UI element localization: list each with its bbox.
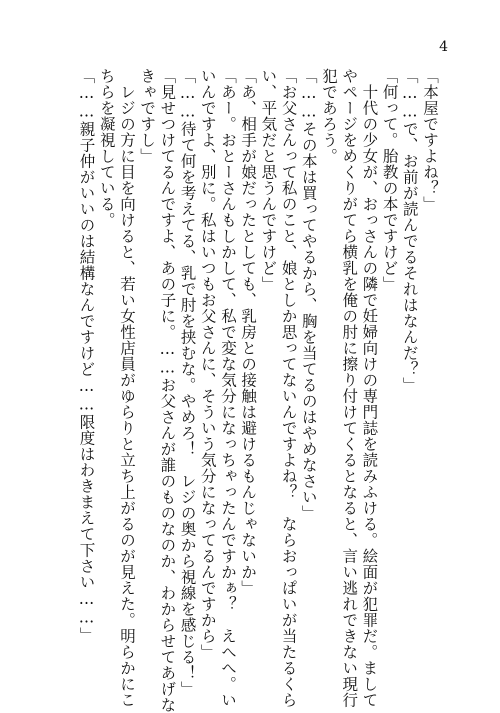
text-line: きゃですし」	[138, 68, 157, 164]
text-line: レジの方に目を向けると、若い女性店員がゆらりと立ち上がるのが見えた。明らかにこ	[117, 68, 136, 708]
text-line: 十代の少女が、おっさんの隣で妊婦向けの専門誌を読みふける。絵面が犯罪だ。まして	[360, 68, 379, 708]
text-line: 「……その本は買ってやるから、胸を当てるのはやめなさい」	[299, 68, 318, 521]
text-line: やページをめくりがてら横乳を俺の肘に擦り付けてくるとなると、言い逃れできない現行	[340, 68, 359, 708]
text-line: 「……で、お前が読んでるそれはなんだ？」	[400, 68, 419, 393]
text-line: いんですよ、別に。私はいつもお父さんに、そういう気分になってるんですから」	[198, 68, 217, 660]
text-line: 「本屋ですよね？」	[421, 68, 439, 212]
text-line: い、平気だと思うんですけど」	[259, 68, 278, 292]
text-line: 「……待て何を考えてる、乳で肘を挟むな。やめろ！ レジの奥から視線を感じる！」	[178, 68, 197, 697]
text-line: 「あ、相手が娘だったとしても、乳房との接触は避けるもんじゃないか」	[239, 68, 258, 596]
body-text	[76, 68, 440, 713]
text-line: 「あー。おとーさんもしかして、私で変な気分になっちゃったんですかぁ？ えへへ。い	[218, 68, 237, 708]
text-line: 「お父さんって私のこと、娘としか思ってないんですよね？ ならおっぱいが当たるくら	[279, 68, 298, 708]
text-line: 犯であろう。	[319, 68, 338, 164]
page-number: 4	[439, 39, 448, 55]
text-line: 「見せつけてるんですよ、あの子に。……お父さんが誰のものなのか、わからせてあげな	[158, 68, 177, 713]
text-line: 「……親子仲がいいのは結構なんですけど……限度はわきまえて下さい……」	[77, 68, 96, 643]
text-line: 「何って。胎教の本ですけど」	[380, 68, 399, 292]
text-line: ちらを凝視している。	[97, 68, 116, 228]
